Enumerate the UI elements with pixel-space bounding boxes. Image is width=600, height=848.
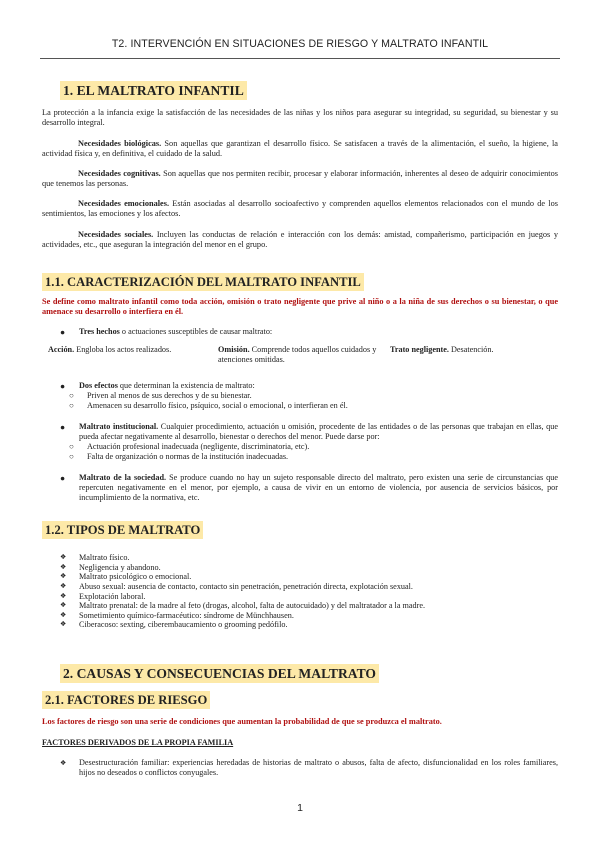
- diamond-bullet-icon: ❖: [60, 572, 67, 581]
- list-item-text: Abuso sexual: ausencia de contacto, contacto sin penetración, penetración directa, explotación sexual.: [79, 581, 413, 591]
- bullet-dot-icon: ●: [60, 422, 66, 432]
- need-term: Necesidades emocionales.: [78, 199, 170, 208]
- need-biological: [42, 139, 558, 160]
- heading-tipos-maltrato: 1.2. TIPOS DE MALTRATO: [42, 521, 203, 539]
- bullet-text: que determinan la existencia de maltrato:: [117, 381, 255, 390]
- list-item: [60, 572, 560, 582]
- list-item-text: Maltrato prenatal: de la madre al feto (drogas, alcohol, falta de autocuidado) y del maltratador a la madre.: [79, 601, 425, 611]
- list-item-text: Sometimiento químico-farmacéutico: síndrome de Münchhausen.: [79, 610, 294, 620]
- column-trato-negligente: [390, 345, 555, 355]
- diamond-bullet-icon: ❖: [60, 610, 67, 619]
- sub-item-text: Falta de organización o normas de la institución inadecuadas.: [87, 452, 289, 461]
- heading-caracterizacion: 1.1. CARACTERIZACIÓN DEL MALTRATO INFANTIL: [42, 273, 364, 291]
- subtitle-factores-familia: FACTORES DERIVADOS DE LA PROPIA FAMILIA: [42, 738, 234, 747]
- circle-bullet-icon: ○: [69, 452, 74, 461]
- need-term: Necesidades biológicas.: [78, 139, 162, 148]
- need-text: Son aquellas que nos permiten recibir, procesar y elaborar información, inherentes al deseo de adquirir conocimientos que tenemos las personas.: [42, 169, 558, 189]
- diamond-bullet-icon: ❖: [60, 581, 67, 590]
- list-item-text: Explotación laboral.: [79, 591, 146, 601]
- need-text: Incluyen las conductas de relación e interacción con los demás: amistad, compañerismo, participación en juegos y actividades, etc., que aseguran la integración del menor en el grupo.: [42, 230, 558, 250]
- list-item: [60, 611, 560, 621]
- page-header: T2. INTERVENCIÓN EN SITUACIONES DE RIESGO Y MALTRATO INFANTIL: [111, 38, 489, 50]
- bullet-term: Dos efectos: [79, 381, 118, 390]
- list-item: [60, 563, 560, 573]
- column-accion: [48, 345, 213, 355]
- list-item-text: Negligencia y abandono.: [79, 562, 161, 572]
- diamond-bullet-icon: ❖: [60, 759, 67, 767]
- list-item: [60, 592, 560, 602]
- bullet-text: o actuaciones susceptibles de causar maltrato:: [119, 327, 273, 336]
- heading-el-maltrato-infantil: 1. EL MALTRATO INFANTIL: [60, 81, 247, 100]
- list-item: [60, 582, 560, 592]
- bullet-term: Tres hechos: [79, 327, 120, 336]
- column-text: Desatención.: [448, 345, 494, 354]
- diamond-bullet-icon: ❖: [60, 620, 67, 629]
- column-term: Trato negligente.: [390, 345, 449, 354]
- sub-item-text: Amenacen su desarrollo físico, psíquico, social o emocional, o interfieran en él.: [87, 401, 348, 410]
- need-text: Están asociadas al desarrollo socioafectivo y comprenden aquellos elementos relacionados con el mundo de los sentimientos, las emociones y los afectos.: [42, 199, 558, 219]
- list-item: [60, 553, 560, 563]
- column-term: Acción.: [48, 345, 75, 354]
- intro-paragraph: La protección a la infancia exige la satisfacción de las necesidades de las niñas y los niños para asegurar su integridad, su seguridad, su bienestar y su desarrollo integral.: [42, 108, 558, 128]
- diamond-bullet-icon: ❖: [60, 562, 67, 571]
- bullet-text: Se produce cuando no hay un sujeto responsable directo del maltrato, pero existen una serie de circunstancias que repercuten negativamente en el menor, por ejemplo, a causa de vivir en un entorno de violencia, por ausencia de servicios básicos, por incumplimiento de la normativa, etc.: [79, 473, 559, 503]
- heading-factores-riesgo: 2.1. FACTORES DE RIESGO: [42, 691, 210, 709]
- need-cognitive: [42, 169, 558, 190]
- diamond-bullet-icon: ❖: [60, 553, 67, 561]
- column-text: Engloba los actos realizados.: [74, 345, 172, 354]
- circle-bullet-icon: ○: [69, 442, 74, 451]
- column-text: Comprende todos aquellos cuidados y atenciones omitidas.: [218, 345, 377, 365]
- bullet-term: Maltrato institucional.: [79, 422, 159, 431]
- bullet-dot-icon: ●: [60, 473, 66, 483]
- need-social: [42, 230, 558, 251]
- list-item-text: Maltrato psicológico o emocional.: [79, 572, 192, 582]
- definition-maltrato: Se define como maltrato infantil como toda acción, omisión o trato negligente que prive al niño o a la niña de sus derechos o su bienestar, o que amenace su desarrollo o interfiera en él.: [42, 297, 558, 317]
- list-item-text: Ciberacoso: sexting, ciberembaucamiento o grooming pedófilo.: [79, 620, 288, 630]
- list-item: [60, 620, 560, 630]
- column-term: Omisión.: [218, 345, 250, 354]
- circle-bullet-icon: ○: [69, 391, 74, 400]
- need-emotional: [42, 199, 558, 220]
- list-item-text: Maltrato físico.: [79, 553, 130, 562]
- need-term: Necesidades sociales.: [78, 230, 154, 239]
- heading-causas-consecuencias: 2. CAUSAS Y CONSECUENCIAS DEL MALTRATO: [60, 664, 379, 683]
- bullet-dot-icon: ●: [60, 327, 66, 337]
- sub-item-text: Priven al menos de sus derechos y de su bienestar.: [87, 391, 252, 400]
- bullet-text: Desestructuración familiar: experiencias heredadas de historias de maltrato o abusos, falta de afecto, disfuncionalidad en los roles familiares, hijos no deseados o conflictos conyugales.: [79, 758, 558, 778]
- diamond-bullet-icon: ❖: [60, 601, 67, 610]
- bullet-term: Maltrato de la sociedad.: [79, 473, 167, 482]
- need-term: Necesidades cognitivas.: [78, 169, 161, 178]
- diamond-bullet-icon: ❖: [60, 591, 67, 600]
- types-list: [60, 553, 560, 630]
- page-number: 1: [297, 802, 303, 814]
- sub-item-text: Actuación profesional inadecuada (negligente, discriminatoria, etc).: [87, 442, 310, 451]
- bullet-text: Cualquier procedimiento, actuación u omisión, procedente de las entidades o de las personas que trabajan en ellas, que pueda afectar negativamente al desarrollo, bienestar o derechos del menor. Puede darse por:: [79, 422, 558, 442]
- definition-factores-riesgo: Los factores de riesgo son una serie de condiciones que aumentan la probabilidad de que se produzca el maltrato.: [42, 717, 442, 726]
- header-divider: [40, 58, 560, 59]
- circle-bullet-icon: ○: [69, 401, 74, 410]
- column-omision: [218, 345, 378, 365]
- need-text: Son aquellas que garantizan el desarrollo físico. Se satisfacen a través de la alimentación, el sueño, la higiene, la actividad física y, en definitiva, el cuidado de la salud.: [42, 139, 558, 159]
- bullet-dot-icon: ●: [60, 381, 66, 391]
- list-item: [60, 601, 560, 611]
